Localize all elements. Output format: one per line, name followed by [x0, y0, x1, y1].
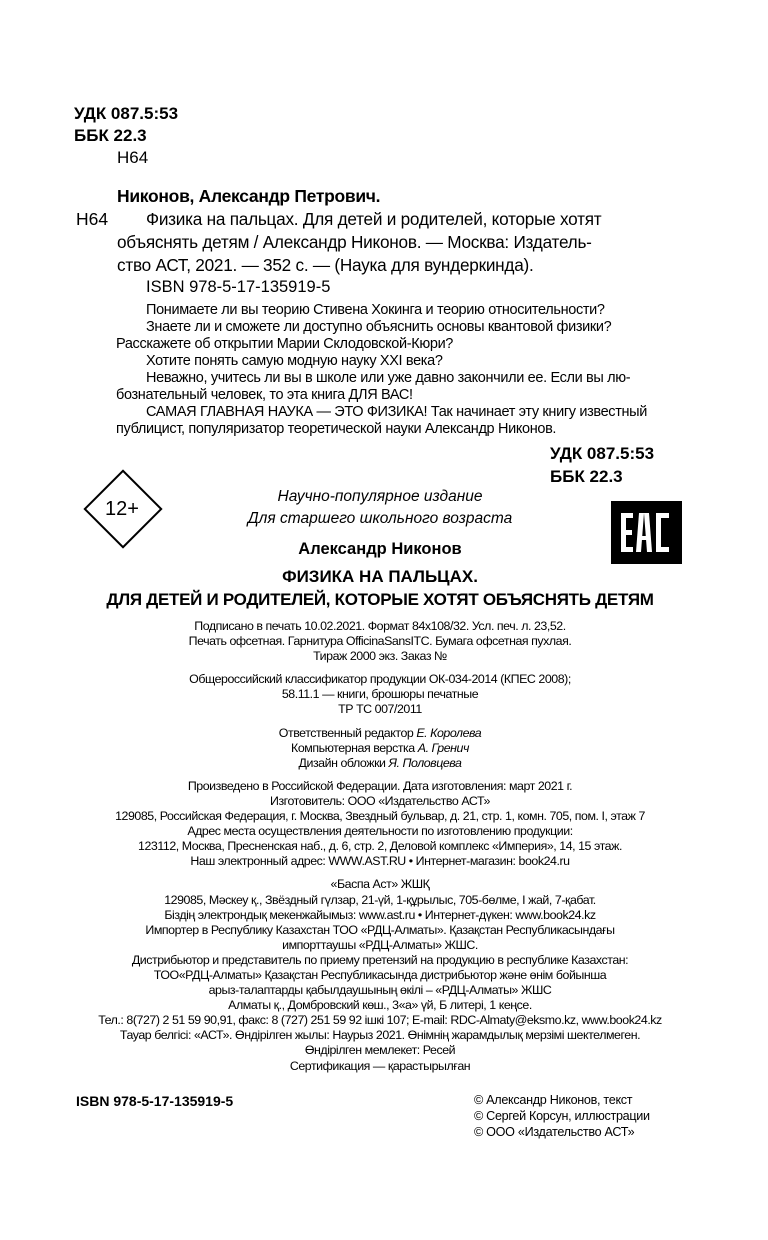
book-title-line1: ФИЗИКА НА ПАЛЬЦАХ.: [282, 567, 478, 586]
kazakh-line: 129085, Мәскеу қ., Звёздный гүлзар, 21-үй, 1-құрылыс, 705-бөлме, I жай, 7-қабат.: [164, 892, 596, 907]
bbk-code-right: ББК 22.3: [550, 467, 623, 486]
bib-line: объяснять детям / Александр Никонов. — Москва: Издатель-: [117, 232, 592, 252]
kazakh-line: Алматы қ., Домбровский көш., 3«а» үй, Б литері, 1 кеңсе.: [228, 998, 532, 1013]
annotation-line: Неважно, учитесь ли вы в школе или уже давно закончили ее. Если вы лю-: [146, 370, 631, 386]
manufacturer-line: 123112, Москва, Пресненская наб., д. 6, стр. 2, Деловой комплекс «Империя», 14, 15 этаж.: [138, 839, 622, 854]
annotation-line: Хотите понять самую модную науку XXI века?: [146, 353, 443, 369]
copyright-line: © Александр Никонов, текст: [474, 1093, 633, 1107]
edition-audience: Для старшего школьного возраста: [247, 510, 513, 527]
book-title-line2: ДЛЯ ДЕТЕЙ И РОДИТЕЛЕЙ, КОТОРЫЕ ХОТЯТ ОБЪЯСНЯТЬ ДЕТЯМ: [106, 590, 654, 609]
print-info-line: Печать офсетная. Гарнитура OfficinaSansITC. Бумага офсетная пухлая.: [188, 634, 572, 649]
age-rating-badge: [84, 470, 160, 546]
annotation-line: Понимаете ли вы теорию Стивена Хокинга и теорию относительности?: [146, 302, 605, 318]
credit-person: Я. Половцева: [388, 755, 462, 770]
manufacturer-line: Изготовитель: ООО «Издательство АСТ»: [270, 793, 490, 808]
kazakh-line: ТОО«РДЦ-Алматы» Қазақстан Республикасында дистрибьютор және өнім бойынша: [153, 967, 607, 982]
kazakh-line: Біздің электрондық мекенжайымыз: www.ast.ru • Интернет-дүкен: www.book24.kz: [164, 907, 596, 922]
manufacturer-line: Произведено в Российской Федерации. Дата изготовления: март 2021 г.: [187, 778, 573, 793]
print-info-line: Подписано в печать 10.02.2021. Формат 84x108/32. Усл. печ. л. 23,52.: [194, 619, 566, 633]
author-mark: Н64: [117, 148, 149, 167]
credit-role: Ответственный редактор: [278, 725, 414, 740]
annotation-line: публицист, популяризатор теоретической науки Александр Никонов.: [116, 421, 557, 437]
author-heading: Никонов, Александр Петрович.: [117, 186, 381, 206]
copyright-block: [474, 1092, 650, 1140]
credit-line: [60, 741, 700, 756]
age-rating-text: 12+: [105, 498, 139, 520]
annotation-line: бознательный человек, то эта книга ДЛЯ ВАС!: [116, 387, 413, 403]
kazakh-line: Импортер в Республику Казахстан ТОО «РДЦ-Алматы». Қазақстан Республикасындағы: [145, 922, 615, 937]
copyright-line: © Сергей Корсун, иллюстрации: [474, 1109, 650, 1123]
annotation-line: Знаете ли и сможете ли доступно объяснить основы квантовой физики?: [146, 319, 612, 335]
eac-logo-icon: [611, 501, 682, 564]
bib-line: Физика на пальцах. Для детей и родителей, которые хотят: [146, 209, 602, 229]
kazakh-line: «Баспа Аст» ЖШҚ: [330, 877, 430, 892]
credit-role: Компьютерная верстка: [291, 740, 415, 755]
manufacturer-line: Наш электронный адрес: WWW.AST.RU • Интернет-магазин: book24.ru: [190, 854, 570, 869]
kazakh-line: Тауар белгісі: «АСТ». Өндірілген жылы: Наурыз 2021. Өнімнің жарамдылық мерзімі шектелмеген.: [119, 1028, 641, 1043]
edition-type: Научно-популярное издание: [277, 488, 483, 505]
udk-code: УДК 087.5:53: [74, 104, 179, 123]
manufacturer-line: Адрес места осуществления деятельности по изготовлению продукции:: [187, 824, 573, 839]
annotation-line: САМАЯ ГЛАВНАЯ НАУКА — ЭТО ФИЗИКА! Так начинает эту книгу известный: [146, 404, 647, 420]
kazakh-line: импорттаушы «РДЦ-Алматы» ЖШС.: [282, 937, 478, 952]
author-name: Александр Никонов: [298, 540, 462, 558]
eac-mark: [611, 501, 682, 564]
kazakh-line: Өндірілген мемлекет: Ресей: [304, 1043, 456, 1058]
credit-line: [60, 726, 700, 741]
kazakh-line: Дистрибьютор и представитель по приему претензий на продукцию в республике Казахстан:: [131, 952, 629, 967]
credit-person: А. Гренич: [417, 740, 469, 755]
isbn-line: ISBN 978-5-17-135919-5: [146, 278, 331, 296]
imprint-block: [60, 619, 700, 1074]
bib-line: ство АСТ, 2021. — 352 с. — (Наука для вундеркинда).: [117, 255, 534, 275]
credit-line: [60, 756, 700, 771]
classifier-line: ТР ТС 007/2011: [338, 702, 422, 717]
credit-person: Е. Королева: [416, 725, 482, 740]
isbn-bottom: ISBN 978-5-17-135919-5: [76, 1093, 234, 1109]
classifier-line: Общероссийский классификатор продукции ОК-034-2014 (КПЕС 2008);: [189, 672, 571, 687]
manufacturer-line: 129085, Российская Федерация, г. Москва, Звездный бульвар, д. 21, стр. 1, комн. 705, пом. I, этаж 7: [115, 809, 645, 824]
annotation-line: Расскажете об открытии Марии Склодовской-Кюри?: [116, 336, 454, 352]
classifier-line: 58.11.1 — книги, брошюры печатные: [281, 687, 479, 702]
copyright-line: © ООО «Издательство АСТ»: [474, 1125, 635, 1139]
credit-role: Дизайн обложки: [298, 755, 386, 770]
kazakh-line: Тел.: 8(727) 2 51 59 90,91, факс: 8 (727) 251 59 92 ішкі 107; E-mail: RDC-Almaty@eksmo.kz, www.book24.kz: [98, 1013, 662, 1028]
entry-mark: Н64: [76, 209, 109, 229]
bbk-code: ББК 22.3: [74, 126, 147, 145]
annotation: [116, 302, 662, 438]
udk-code-right: УДК 087.5:53: [550, 444, 655, 463]
kazakh-line: арыз-талаптарды қабылдаушының өкілі – «РДЦ-Алматы» ЖШС: [208, 983, 552, 998]
print-info-line: Тираж 2000 экз. Заказ №: [313, 649, 447, 664]
kazakh-line: Сертификация — қарастырылған: [289, 1058, 471, 1073]
